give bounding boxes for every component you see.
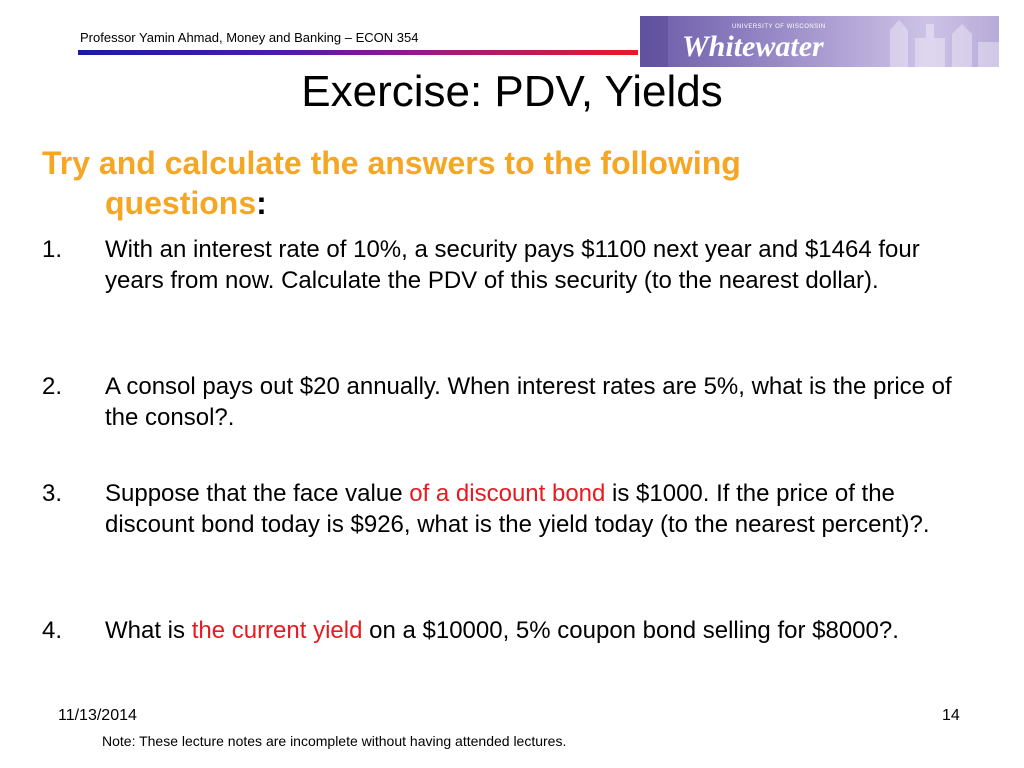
slide-title: Exercise: PDV, Yields	[301, 67, 723, 116]
question-text	[105, 615, 982, 646]
question-number: 3.	[42, 480, 63, 507]
intro-colon: :	[256, 185, 267, 221]
logo-small-text: UNIVERSITY OF WISCONSIN	[732, 24, 826, 30]
question-number: 2.	[42, 373, 63, 400]
question-highlight: of a discount bond	[409, 480, 606, 507]
question-1	[42, 234, 982, 296]
intro-line-1: Try and calculate the answers to the following	[42, 145, 741, 181]
question-text: A consol pays out $20 annually. When interest rates are 5%, what is the price of the consol?.	[105, 373, 952, 431]
footer-date: 11/13/2014	[58, 707, 137, 724]
question-text: With an interest rate of 10%, a security pays $1100 next year and $1464 four years from now. Calculate the PDV of this security (to the nearest dollar).	[105, 236, 920, 294]
page-number: 14	[942, 707, 960, 724]
question-text-part: on a $10000, 5% coupon bond selling for $8000?.	[362, 617, 899, 644]
intro-line-2-wrap	[42, 183, 982, 223]
course-header: Professor Yamin Ahmad, Money and Banking – ECON 354	[80, 30, 419, 45]
university-logo-banner	[640, 16, 999, 67]
question-4	[42, 615, 982, 646]
logo-artwork	[640, 16, 999, 67]
intro-heading	[42, 143, 982, 223]
logo-script-text: Whitewater	[682, 30, 824, 63]
question-text	[105, 478, 982, 540]
question-text-part: What is	[105, 617, 192, 644]
intro-line-2: questions	[105, 185, 257, 221]
header-rule	[78, 50, 638, 55]
question-number: 1.	[42, 236, 63, 263]
building-silhouette-icon	[890, 20, 999, 67]
question-text-part: Suppose that the face value	[105, 480, 410, 507]
question-3	[42, 478, 982, 540]
question-number: 4.	[42, 617, 63, 644]
question-highlight: the current yield	[191, 617, 363, 644]
footer-note: Note: These lecture notes are incomplete without having attended lectures.	[102, 733, 567, 749]
question-text-part: is $1000. If the price of the discount bond today is $926, what is the yield today (to the nearest percent)?.	[105, 480, 930, 538]
question-2	[42, 371, 982, 433]
